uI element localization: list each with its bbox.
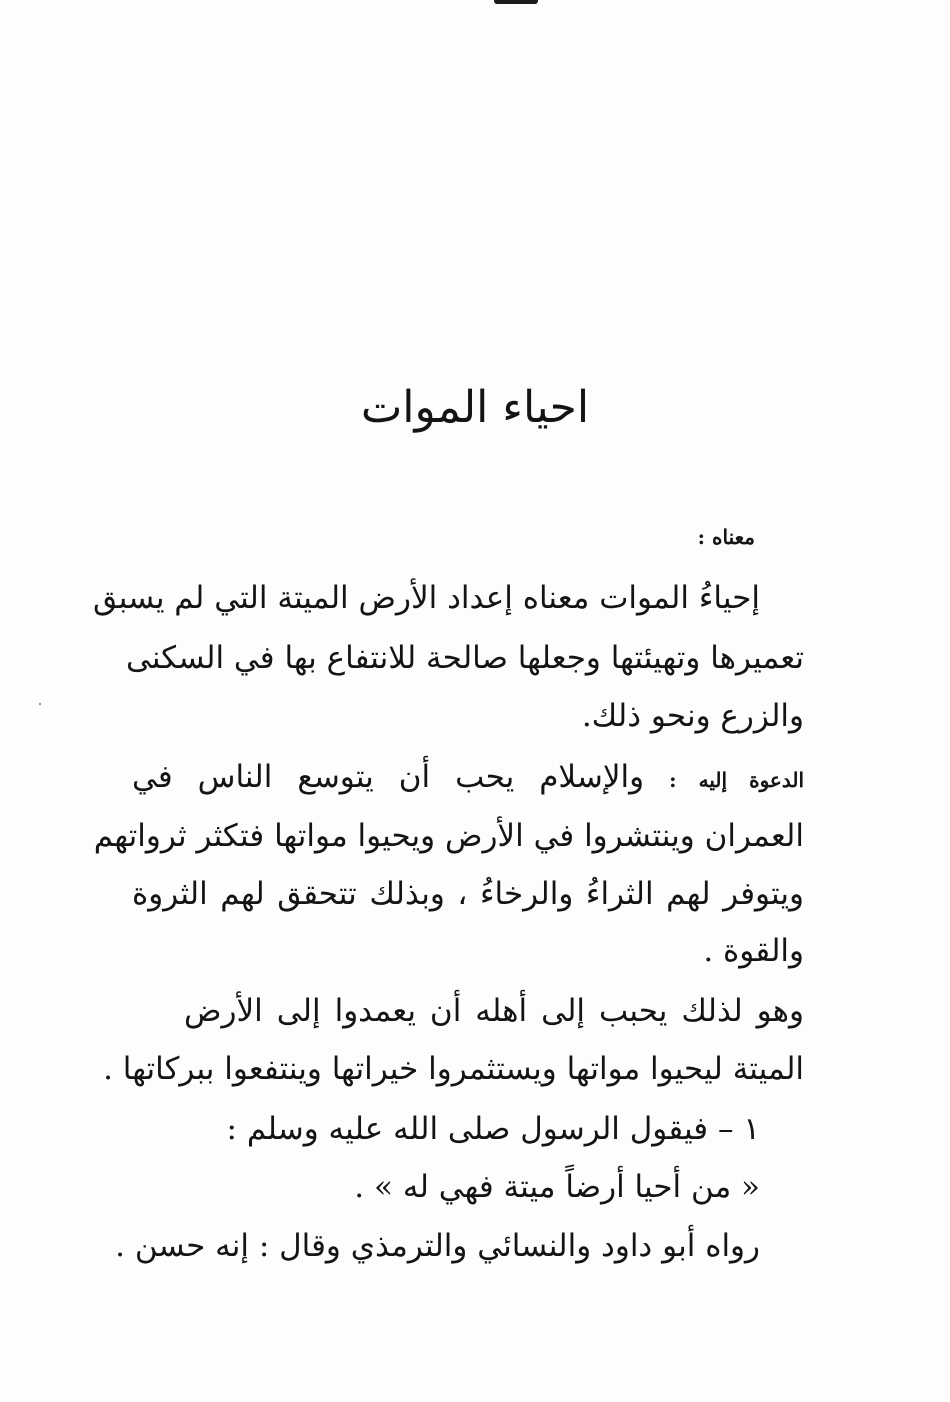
paragraph-line: والقوة . bbox=[703, 933, 804, 969]
hadith-quote: « من أحيا أرضاً ميتة فهي له » . bbox=[354, 1169, 760, 1205]
paragraph-line: تعميرها وتهيئتها وجعلها صالحة للانتفاع بها في السكنى bbox=[126, 640, 804, 676]
section-heading-meaning: معناه : bbox=[697, 525, 755, 549]
margin-speck bbox=[39, 703, 41, 705]
paragraph-text: والإسلام يحب أن يتوسع الناس في bbox=[132, 759, 645, 795]
section-heading-call: الدعوة إليه : bbox=[669, 768, 805, 792]
paragraph-line: والزرع ونحو ذلك. bbox=[581, 698, 804, 734]
hadith-intro: ١ – فيقول الرسول صلى الله عليه وسلم : bbox=[226, 1111, 760, 1147]
narration-line: رواه أبو داود والنسائي والترمذي وقال : إنه حسن . bbox=[115, 1228, 760, 1264]
paragraph-line: ويتوفر لهم الثراءُ والرخاءُ ، وبذلك تتحقق لهم الثروة bbox=[132, 876, 804, 912]
paragraph-line bbox=[132, 753, 804, 804]
page-title: احياء الموات bbox=[360, 382, 590, 433]
paragraph-line: وهو لذلك يحبب إلى أهله أن يعمدوا إلى الأرض bbox=[184, 993, 804, 1029]
paragraph-line: الميتة ليحيوا مواتها ويستثمروا خيراتها وينتفعوا ببركاتها . bbox=[103, 1051, 804, 1087]
paragraph-line: إحياءُ الموات معناه إعداد الأرض الميتة التي لم يسبق bbox=[92, 580, 760, 616]
top-edge-mark bbox=[494, 0, 538, 4]
paragraph-line: العمران وينتشروا في الأرض ويحيوا مواتها فتكثر ثرواتهم bbox=[93, 818, 804, 854]
